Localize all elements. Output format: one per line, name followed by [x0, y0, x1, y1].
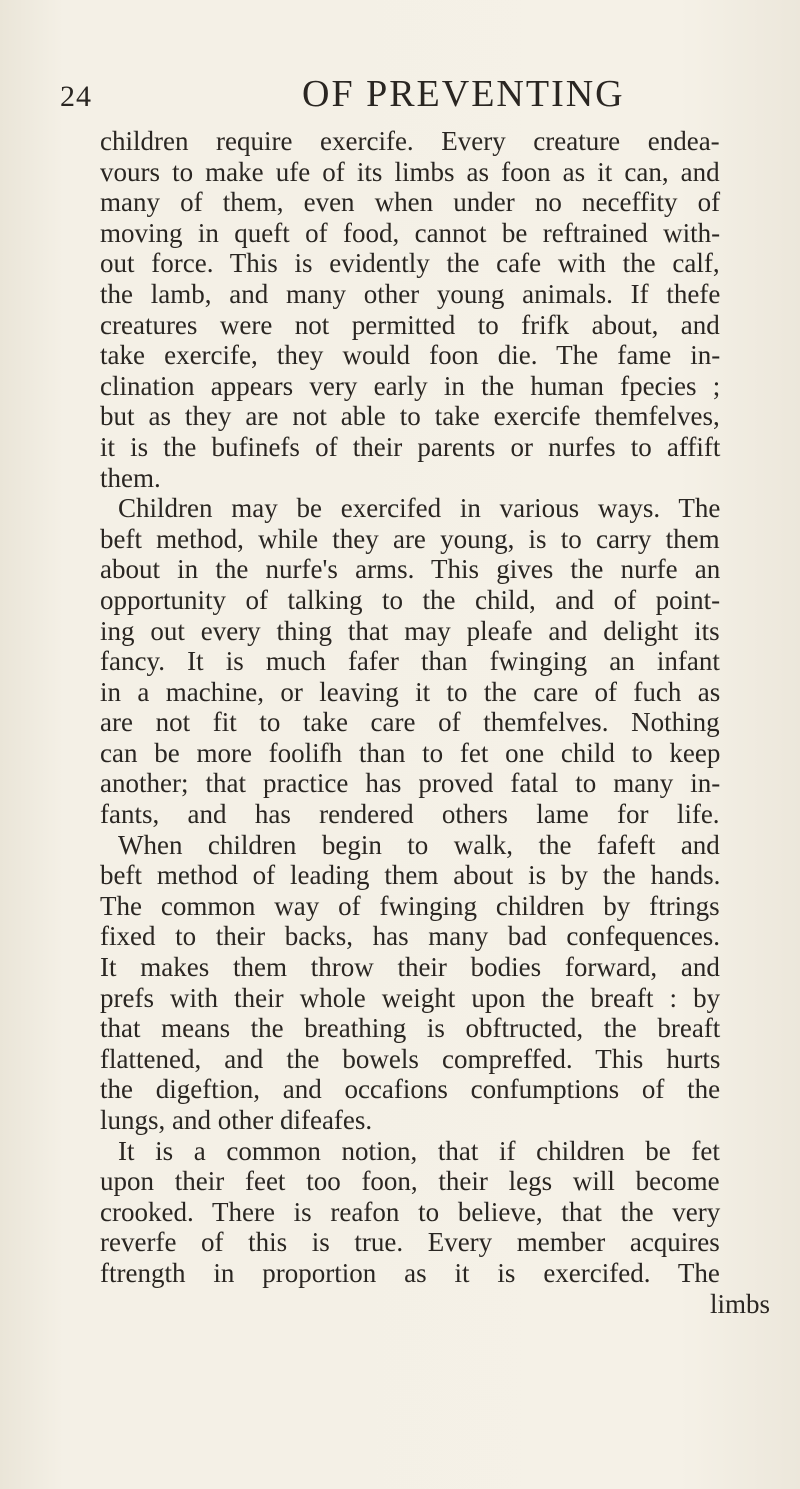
text-line: another; that practice has proved fatal to many in- — [100, 768, 721, 799]
text-line: fixed to their backs, has many bad confequences. — [100, 921, 721, 952]
text-line: about in the nurfe's arms. This gives the nurfe an — [100, 554, 721, 585]
text-line: beft method of leading them about is by the hands. — [100, 860, 721, 891]
text-line: ftrength in proportion as it is exercifed. The — [100, 1257, 720, 1288]
text-line: fancy. It is much fafer than fwinging an infant — [100, 646, 720, 677]
text-line: prefs with their whole weight upon the breaft : by — [100, 982, 721, 1013]
text-line: it is the bufinefs of their parents or nurfes to affift — [100, 431, 721, 462]
paragraph-start-line: It is a common notion, that if children be fet — [118, 1135, 720, 1166]
text-line: crooked. There is reafon to believe, that the very — [100, 1196, 721, 1227]
text-line: that means the breathing is obftructed, the breaft — [100, 1013, 721, 1044]
text-line: the lamb, and many other young animals. If thefe — [100, 278, 721, 309]
text-line: take exercife, they would foon die. The fame in- — [100, 340, 721, 371]
text-line: ing out every thing that may pleafe and delight its — [100, 615, 720, 646]
text-line: The common way of fwinging children by ftrings — [100, 890, 720, 921]
text-line: vours to make ufe of its limbs as foon as it can, and — [100, 156, 720, 187]
page-number: 24 — [60, 80, 92, 113]
text-line: clination appears very early in the human fpecies ; — [100, 370, 721, 401]
text-line: can be more foolifh than to fet one child to keep — [100, 737, 721, 768]
page-header — [60, 72, 760, 116]
running-title: OF PREVENTING — [302, 73, 625, 115]
text-line: flattened, and the bowels compreffed. This hurts — [100, 1043, 721, 1074]
text-line: upon their feet too foon, their legs will become — [100, 1166, 720, 1197]
text-line: but as they are not able to take exercife themfelves, — [100, 401, 720, 432]
text-line: the digeftion, and occafions confumptions of the — [100, 1074, 721, 1105]
text-line: out force. This is evidently the cafe with the calf, — [100, 248, 720, 279]
catchword: limbs — [709, 1288, 770, 1319]
text-line: fants, and has rendered others lame for life. — [100, 799, 720, 830]
text-line: are not fit to take care of themfelves. Nothing — [100, 707, 720, 738]
paragraph-start-line: Children may be exercifed in various ways. The — [118, 493, 721, 524]
paragraph-start-line: When children begin to walk, the fafeft and — [118, 829, 720, 860]
text-line: in a machine, or leaving it to the care of fuch as — [100, 676, 721, 707]
text-line: It makes them throw their bodies forward, and — [100, 952, 720, 983]
text-line: creatures were not permitted to frifk about, and — [100, 309, 720, 340]
text-line: lungs, and other difeafes. — [100, 1105, 373, 1135]
text-line: beft method, while they are young, is to carry them — [100, 523, 720, 554]
text-line: many of them, even when under no neceffity of — [100, 187, 721, 218]
text-line: opportunity of talking to the child, and of point- — [100, 584, 721, 615]
text-line: children require exercife. Every creature endea- — [100, 126, 720, 156]
text-line: moving in queft of food, cannot be reftrained with- — [100, 217, 721, 248]
body-text — [100, 126, 790, 1319]
text-line: them. — [100, 462, 161, 493]
text-line: reverfe of this is true. Every member acquires — [100, 1227, 720, 1258]
